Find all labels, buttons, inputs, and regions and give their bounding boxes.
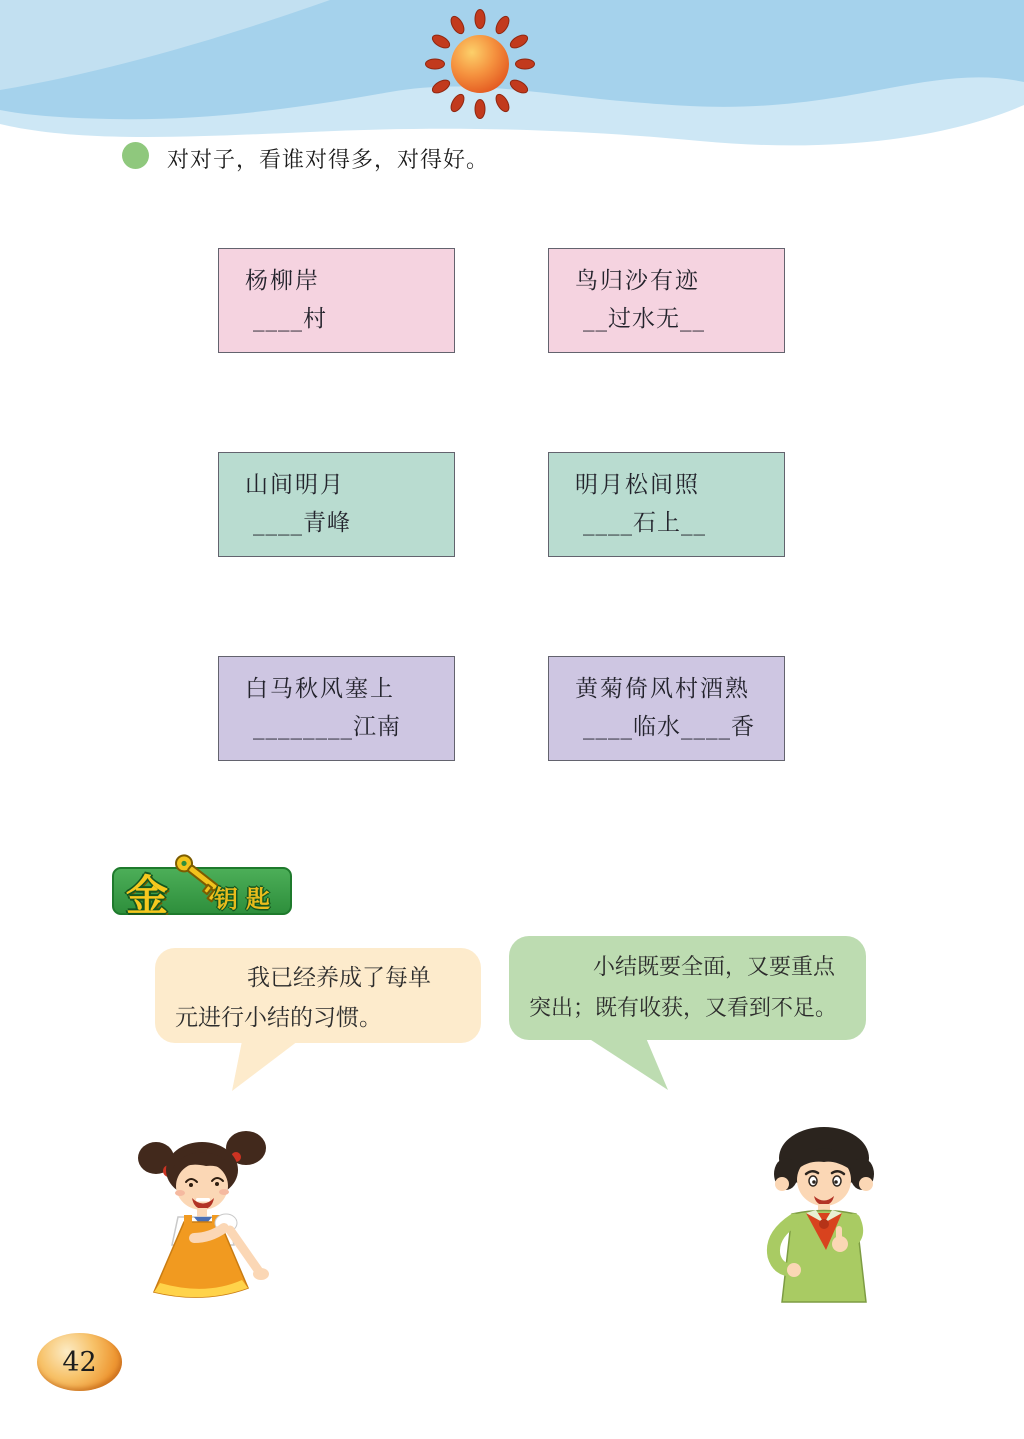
couplet-top-line: 鸟归沙有迹 [575, 268, 700, 294]
page-number-badge [37, 1333, 122, 1391]
speech-bubble-boy [509, 936, 866, 1040]
couplet-card-5 [218, 656, 455, 761]
couplet-card-4 [548, 452, 785, 557]
couplet-answer-line: __过水无__ [583, 306, 705, 332]
couplet-answer-line: ____石上__ [583, 510, 706, 536]
couplet-top-line: 明月松间照 [575, 472, 700, 498]
speech-bubble-girl [155, 948, 481, 1043]
couplet-top-line: 白马秋风塞上 [245, 676, 395, 702]
golden-key-label-right: 钥匙 [214, 884, 278, 913]
boy-character [742, 1122, 907, 1317]
instruction-text: 对对子，看谁对得多，对得好。 [167, 148, 490, 173]
page-number: 42 [62, 1346, 97, 1378]
speech-bubble-boy-tail [580, 1038, 672, 1092]
speech-line: 小结既要全面，又要重点 [593, 955, 836, 980]
couplet-answer-line: ____临水____香 [583, 714, 755, 740]
speech-line: 突出；既有收获，又看到不足。 [529, 996, 838, 1021]
golden-key-badge [112, 867, 292, 920]
couplet-card-1 [218, 248, 455, 353]
speech-line: 我已经养成了每单 [247, 965, 431, 991]
couplet-answer-line: ____青峰 [253, 510, 351, 536]
speech-line: 元进行小结的习惯。 [175, 1005, 382, 1031]
sun-icon [420, 4, 550, 124]
couplet-top-line: 杨柳岸 [245, 268, 320, 294]
couplet-card-6 [548, 656, 785, 761]
couplet-top-line: 山间明月 [245, 472, 345, 498]
instruction-bullet-icon [122, 142, 149, 169]
couplet-card-2 [548, 248, 785, 353]
couplet-top-line: 黄菊倚风村酒熟 [575, 676, 750, 702]
couplet-answer-line: ____村 [253, 306, 327, 332]
girl-character [120, 1122, 305, 1312]
couplet-answer-line: ________江南 [253, 714, 401, 740]
speech-bubble-girl-tail [228, 1041, 303, 1093]
couplet-card-3 [218, 452, 455, 557]
golden-key-label-left: 金 [126, 871, 169, 920]
